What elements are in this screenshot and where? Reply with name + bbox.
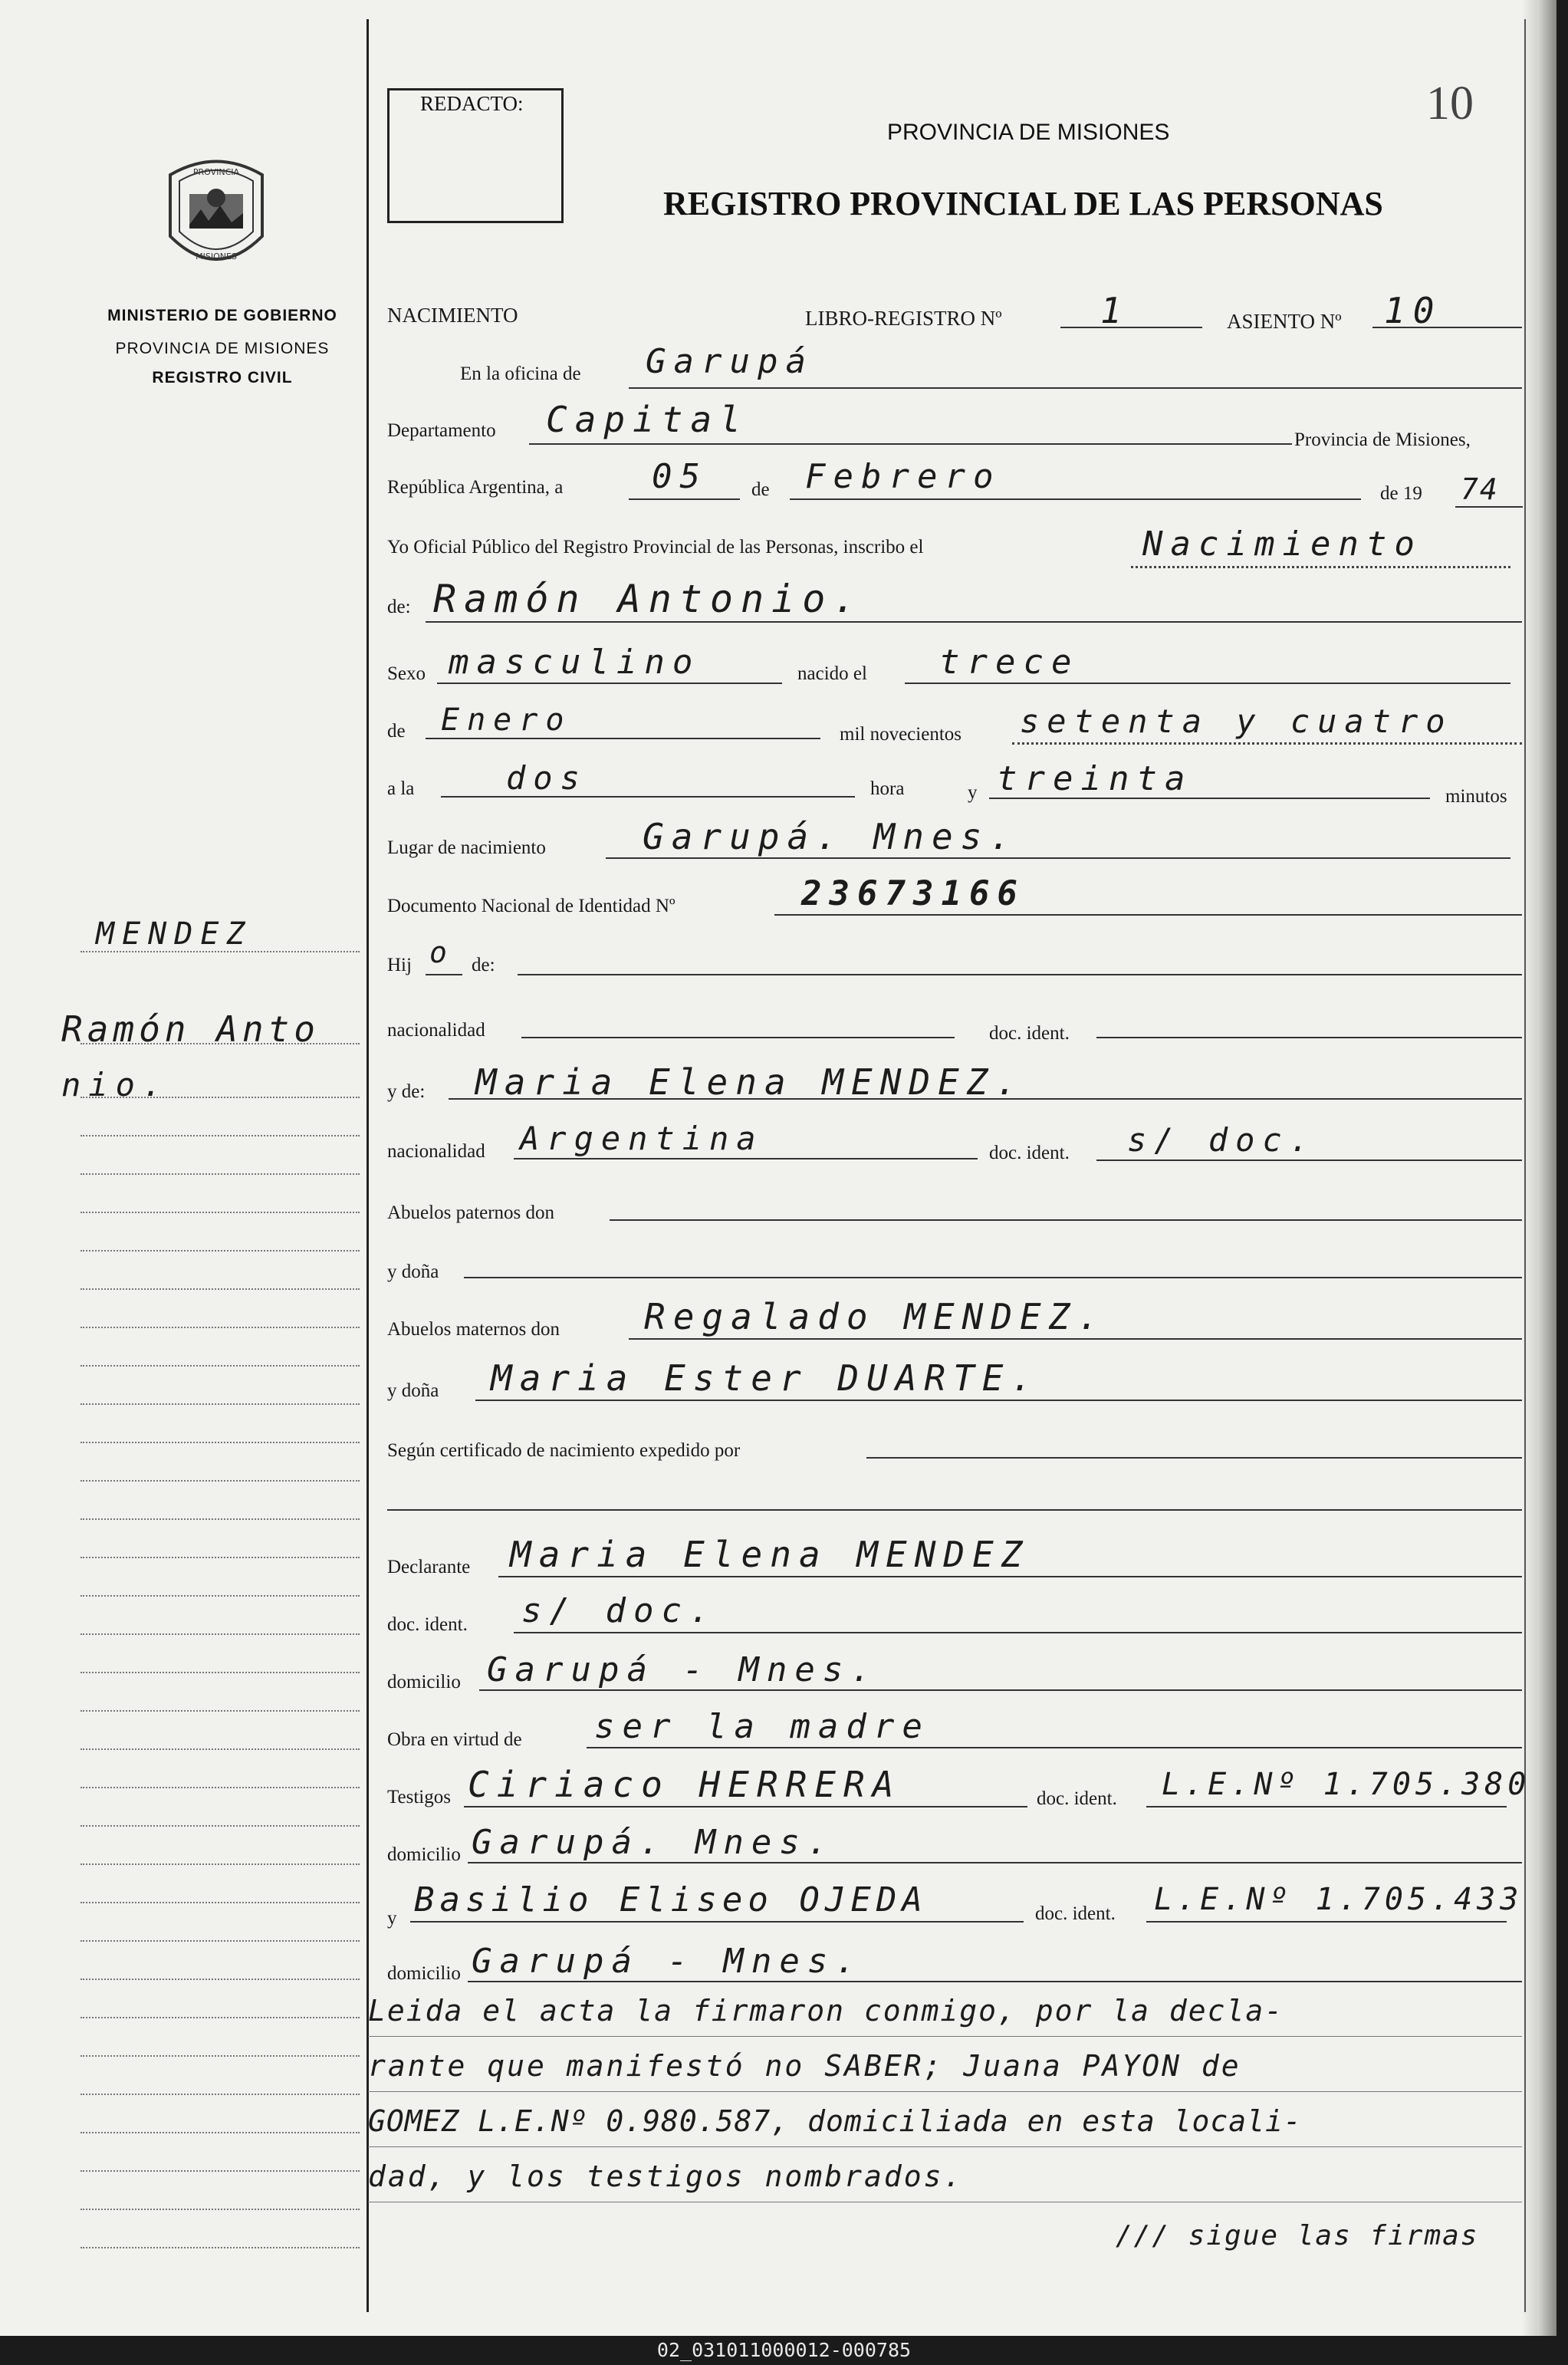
margin-rule bbox=[81, 1043, 360, 1044]
label-de-nombre: de: bbox=[387, 597, 411, 617]
ministry-line-1: MINISTERIO DE GOBIERNO bbox=[107, 307, 337, 324]
label-y-minutos: y bbox=[968, 782, 978, 803]
margin-rule bbox=[81, 1250, 360, 1252]
margin-rule bbox=[81, 1979, 360, 1980]
label-republica: República Argentina, a bbox=[387, 477, 564, 498]
value-sexo: masculino bbox=[449, 643, 701, 682]
label-declarante-domicilio: domicilio bbox=[387, 1672, 461, 1692]
closing-rule-1 bbox=[368, 2036, 1522, 2037]
label-sexo: Sexo bbox=[387, 663, 426, 684]
value-nombre: Ramón Antonio. bbox=[433, 577, 864, 621]
line-certificado bbox=[866, 1457, 1522, 1459]
label-asiento: ASIENTO Nº bbox=[1227, 310, 1342, 333]
label-y-testigo-2: y bbox=[387, 1908, 397, 1929]
seal-text-bottom: MISIONES bbox=[196, 252, 237, 261]
vertical-rule-left bbox=[367, 19, 369, 2312]
line-nacionalidad-padre bbox=[521, 1037, 955, 1038]
margin-rule bbox=[81, 951, 360, 952]
label-abuelos-paternos: Abuelos paternos don bbox=[387, 1202, 555, 1223]
label-testigo-2-domicilio: domicilio bbox=[387, 1963, 461, 1984]
margin-rule bbox=[81, 1212, 360, 1213]
margin-rule bbox=[81, 2170, 360, 2172]
value-testigo-2-domicilio: Garupá - Mnes. bbox=[472, 1942, 863, 1981]
label-doc-ident-madre: doc. ident. bbox=[989, 1143, 1070, 1163]
label-lugar: Lugar de nacimiento bbox=[387, 837, 546, 858]
line-testigo-2-domicilio bbox=[468, 1981, 1522, 1982]
margin-rule bbox=[81, 1595, 360, 1597]
line-declarante-doc bbox=[514, 1632, 1522, 1633]
margin-rule bbox=[81, 1710, 360, 1712]
provincial-seal-icon bbox=[163, 152, 270, 278]
label-declarante-doc: doc. ident. bbox=[387, 1614, 468, 1635]
value-anio: 74 bbox=[1461, 472, 1499, 506]
line-declarante-domicilio bbox=[479, 1689, 1522, 1691]
line-hora bbox=[441, 796, 855, 798]
label-ala: a la bbox=[387, 778, 415, 799]
label-y-dona-paterna: y doña bbox=[387, 1261, 439, 1282]
line-nombre bbox=[426, 621, 1522, 623]
margin-rule bbox=[81, 1365, 360, 1367]
value-declarante-domicilio: Garupá - Mnes. bbox=[487, 1650, 879, 1689]
redacto-box bbox=[387, 88, 564, 223]
line-mes bbox=[790, 498, 1361, 500]
margin-rule bbox=[81, 2209, 360, 2210]
margin-rule bbox=[81, 1672, 360, 1673]
value-abuela-materna: Maria Ester DUARTE. bbox=[491, 1357, 1040, 1399]
line-dia bbox=[629, 498, 740, 500]
value-departamento: Capital bbox=[546, 399, 748, 440]
line-testigo-1 bbox=[464, 1806, 1027, 1807]
page-shadow bbox=[1537, 0, 1556, 2336]
line-declarante bbox=[498, 1576, 1522, 1577]
closing-line-1: Leida el acta la firmaron conmigo, por la decla- bbox=[368, 1994, 1284, 2028]
value-dni: 23673166 bbox=[801, 874, 1025, 913]
line-nacido-anio bbox=[1012, 742, 1522, 745]
margin-rule bbox=[81, 1557, 360, 1558]
label-nacionalidad-padre: nacionalidad bbox=[387, 1020, 485, 1041]
line-nacido-mes bbox=[426, 738, 820, 739]
header-registry: REGISTRO PROVINCIAL DE LAS PERSONAS bbox=[663, 185, 1383, 222]
label-nacido: nacido el bbox=[797, 663, 867, 684]
label-testigos: Testigos bbox=[387, 1787, 451, 1807]
margin-rule bbox=[81, 1863, 360, 1865]
value-testigo-2-doc: L.E.Nº 1.705.433 bbox=[1154, 1882, 1524, 1917]
line-hij-suffix bbox=[426, 974, 462, 975]
value-nacido-anio: setenta y cuatro bbox=[1020, 702, 1453, 740]
margin-rule bbox=[81, 2017, 360, 2018]
label-obra: Obra en virtud de bbox=[387, 1729, 522, 1750]
line-lugar bbox=[606, 857, 1510, 859]
line-nacido bbox=[905, 683, 1510, 684]
margin-rule bbox=[81, 1518, 360, 1520]
label-abuelos-maternos: Abuelos maternos don bbox=[387, 1319, 560, 1340]
ministry-line-2: PROVINCIA DE MISIONES bbox=[115, 340, 330, 357]
label-libro-registro: LIBRO-REGISTRO Nº bbox=[805, 307, 1002, 330]
label-de-mes: de bbox=[751, 479, 770, 500]
line-madre-doc bbox=[1096, 1159, 1522, 1161]
label-testigo-1-domicilio: domicilio bbox=[387, 1844, 461, 1865]
label-testigo-1-doc: doc. ident. bbox=[1037, 1788, 1117, 1809]
line-obra bbox=[587, 1747, 1522, 1748]
label-doc-ident-padre: doc. ident. bbox=[989, 1023, 1070, 1044]
label-departamento: Departamento bbox=[387, 420, 496, 441]
line-dni bbox=[774, 914, 1522, 916]
margin-given-1: Ramón Anto bbox=[61, 1008, 320, 1050]
value-lugar: Garupá. Mnes. bbox=[643, 816, 1019, 857]
line-doc-padre bbox=[1096, 1037, 1522, 1038]
redacto-label: REDACTO: bbox=[420, 92, 524, 115]
margin-rule bbox=[81, 2055, 360, 2057]
value-madre-nacionalidad: Argentina bbox=[520, 1120, 764, 1157]
line-asiento-no bbox=[1372, 327, 1522, 328]
label-oficina: En la oficina de bbox=[460, 363, 581, 384]
value-libro-no: 1 bbox=[1100, 290, 1129, 331]
closing-rule-2 bbox=[368, 2091, 1522, 2092]
value-madre-doc: s/ doc. bbox=[1127, 1121, 1317, 1159]
line-oficina bbox=[629, 387, 1522, 389]
margin-rule bbox=[81, 1633, 360, 1635]
line-madre bbox=[449, 1098, 1522, 1100]
margin-rule bbox=[81, 1787, 360, 1788]
value-testigo-1: Ciriaco HERRERA bbox=[468, 1764, 902, 1805]
value-oficina: Garupá bbox=[646, 342, 814, 381]
line-abuelo-paterno bbox=[610, 1219, 1522, 1221]
sigue-las-firmas: /// sigue las firmas bbox=[1116, 2220, 1479, 2252]
margin-rule bbox=[81, 1135, 360, 1136]
margin-given-2: nio. bbox=[61, 1066, 170, 1104]
line-minutos bbox=[989, 798, 1430, 799]
value-declarante-doc: s/ doc. bbox=[521, 1591, 718, 1630]
line-sexo bbox=[437, 683, 782, 684]
label-y-de-madre: y de: bbox=[387, 1081, 426, 1102]
closing-line-3: GOMEZ L.E.Nº 0.980.587, domiciliada en esta locali- bbox=[368, 2104, 1302, 2138]
vertical-rule-right bbox=[1524, 19, 1526, 2312]
label-nacimiento: NACIMIENTO bbox=[387, 304, 518, 327]
value-obra: ser la madre bbox=[594, 1707, 930, 1746]
margin-surname: MENDEZ bbox=[96, 916, 253, 952]
line-testigo-1-doc bbox=[1146, 1806, 1507, 1807]
closing-line-2: rante que manifestó no SABER; Juana PAYON de bbox=[368, 2049, 1241, 2083]
value-minutos: treinta bbox=[997, 759, 1193, 798]
line-departamento bbox=[529, 443, 1292, 445]
closing-line-4: dad, y los testigos nombrados. bbox=[368, 2159, 964, 2193]
label-mil: mil novecientos bbox=[840, 724, 962, 745]
line-testigo-2-doc bbox=[1146, 1921, 1507, 1923]
line-madre-nacionalidad bbox=[514, 1158, 978, 1159]
value-nacido-mes: Enero bbox=[441, 702, 572, 738]
value-dia: 05 bbox=[652, 457, 708, 496]
margin-rule bbox=[81, 2094, 360, 2095]
margin-rule bbox=[81, 2247, 360, 2248]
line-padre bbox=[518, 974, 1522, 975]
label-de-19: de 19 bbox=[1380, 483, 1422, 504]
value-mes: Febrero bbox=[805, 457, 1001, 496]
line-anio bbox=[1455, 506, 1523, 508]
margin-rule bbox=[81, 1825, 360, 1827]
margin-rule bbox=[81, 1902, 360, 1903]
seal-text-top: PROVINCIA bbox=[192, 167, 240, 177]
value-testigo-1-domicilio: Garupá. Mnes. bbox=[472, 1823, 836, 1862]
value-testigo-1-doc: L.E.Nº 1.705.380 bbox=[1162, 1767, 1531, 1802]
value-madre: Maria Elena MENDEZ. bbox=[475, 1061, 1025, 1103]
margin-rule bbox=[81, 1748, 360, 1750]
label-declarante: Declarante bbox=[387, 1557, 471, 1577]
value-abuelo-materno: Regalado MENDEZ. bbox=[644, 1296, 1107, 1337]
value-testigo-2: Basilio Eliseo OJEDA bbox=[414, 1880, 928, 1919]
value-asiento-no: 10 bbox=[1384, 290, 1442, 331]
label-documento: Documento Nacional de Identidad Nº bbox=[387, 896, 676, 916]
label-de-enero: de bbox=[387, 721, 406, 742]
margin-rule bbox=[81, 1940, 360, 1942]
margin-rule bbox=[81, 1288, 360, 1290]
label-nacionalidad-madre: nacionalidad bbox=[387, 1141, 485, 1162]
label-provincia: Provincia de Misiones, bbox=[1294, 429, 1471, 450]
closing-rule-3 bbox=[368, 2146, 1522, 2147]
line-testigo-1-domicilio bbox=[468, 1862, 1522, 1863]
margin-rule bbox=[81, 1097, 360, 1098]
label-segun-certificado: Según certificado de nacimiento expedido por bbox=[387, 1440, 741, 1461]
margin-rule bbox=[81, 1480, 360, 1482]
line-certificado-2 bbox=[387, 1509, 1522, 1511]
value-declarante: Maria Elena MENDEZ bbox=[510, 1534, 1031, 1575]
page-number: 10 bbox=[1426, 77, 1474, 130]
margin-rule bbox=[81, 1442, 360, 1443]
value-nacido-dia: trece bbox=[939, 643, 1080, 682]
value-hora: dos bbox=[506, 759, 587, 797]
line-testigo-2 bbox=[410, 1921, 1024, 1923]
line-abuela-materna bbox=[475, 1400, 1522, 1401]
line-libro-no bbox=[1060, 327, 1202, 328]
ministry-line-3: REGISTRO CIVIL bbox=[152, 369, 293, 386]
margin-rule bbox=[81, 1327, 360, 1328]
margin-rule bbox=[81, 1173, 360, 1175]
label-yo-oficial: Yo Oficial Público del Registro Provincial de las Personas, inscribo el bbox=[387, 537, 924, 558]
line-inscribo bbox=[1131, 566, 1510, 568]
line-abuela-paterna bbox=[464, 1277, 1522, 1278]
label-hij: Hij bbox=[387, 955, 412, 975]
margin-rule bbox=[81, 2132, 360, 2133]
value-inscribo: Nacimiento bbox=[1142, 525, 1422, 564]
label-minutos: minutos bbox=[1445, 786, 1507, 807]
margin-rule bbox=[81, 1403, 360, 1405]
label-hij-de: de: bbox=[472, 955, 495, 975]
header-province: PROVINCIA DE MISIONES bbox=[887, 120, 1170, 145]
value-hij-suffix: o bbox=[429, 936, 455, 969]
label-hora: hora bbox=[870, 778, 905, 799]
line-abuelo-materno bbox=[629, 1338, 1522, 1340]
label-testigo-2-doc: doc. ident. bbox=[1035, 1903, 1116, 1924]
footer-image-id: 02_031011000012-000785 bbox=[0, 2336, 1568, 2365]
label-y-dona-materna: y doña bbox=[387, 1380, 439, 1401]
